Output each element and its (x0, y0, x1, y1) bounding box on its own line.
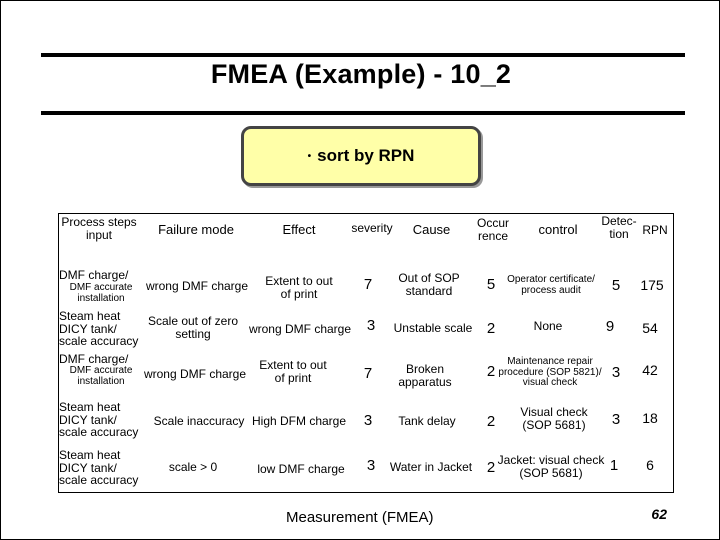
row1-cause: Out of SOP standard (398, 271, 460, 298)
title-underline (41, 111, 685, 115)
row1-process-main: DMF charge/ (59, 268, 129, 282)
row1-process-sub: DMF accurate installation (69, 282, 133, 304)
footer-caption: Measurement (FMEA) (286, 509, 434, 526)
row3-severity: 7 (363, 365, 373, 382)
row5-process: Steam heat DICY tank/ scale accuracy (59, 448, 139, 488)
row5-cause: Water in Jacket (389, 460, 473, 474)
row2-occurrence: 2 (486, 320, 496, 337)
header-occurrence: Occur rence (476, 216, 509, 243)
header-effect: Effect (282, 222, 316, 237)
header-failure-mode: Failure mode (158, 222, 234, 237)
row1-severity: 7 (363, 276, 373, 293)
row1-failure-mode: wrong DMF charge (145, 279, 249, 293)
top-rule (41, 53, 685, 57)
callout-text: sort by RPN (317, 146, 415, 165)
row4-occurrence: 2 (486, 413, 496, 430)
row3-process-main: DMF charge/ (59, 352, 129, 366)
row2-detection: 9 (605, 318, 615, 335)
row2-control: None (533, 319, 563, 333)
row2-effect: wrong DMF charge (248, 322, 352, 336)
callout-box (241, 126, 481, 186)
slide-title: FMEA (Example) - 10_2 (210, 59, 512, 89)
row5-failure-mode: scale > 0 (168, 460, 218, 474)
row4-detection: 3 (611, 411, 621, 428)
row5-control: Jacket: visual check (SOP 5681) (497, 453, 605, 480)
header-rpn: RPN (642, 223, 668, 237)
row1-effect: Extent to out of print (265, 274, 333, 301)
row2-rpn: 54 (642, 320, 658, 336)
row4-severity: 3 (363, 412, 373, 429)
row1-control: Operator certificate/ process audit (507, 274, 595, 296)
row5-detection: 1 (609, 457, 619, 474)
bullet-icon: • (307, 150, 312, 162)
row1-detection: 5 (611, 277, 621, 294)
row5-rpn: 6 (646, 457, 654, 473)
row4-failure-mode: Scale inaccuracy (153, 414, 245, 428)
row2-severity: 3 (366, 317, 376, 334)
row3-rpn: 42 (642, 362, 658, 378)
row1-occurrence: 5 (486, 276, 496, 293)
fmea-table (58, 213, 674, 493)
row4-process: Steam heat DICY tank/ scale accuracy (59, 400, 139, 440)
header-cause: Cause (412, 222, 451, 237)
page-number: 62 (651, 506, 667, 522)
header-severity: severity (351, 221, 393, 235)
row4-cause: Tank delay (398, 414, 456, 428)
row3-control: Maintenance repair procedure (SOP 5821)/ visual check (498, 356, 602, 388)
row2-process: Steam heat DICY tank/ scale accuracy (59, 309, 139, 349)
row2-cause: Unstable scale (393, 321, 473, 335)
row3-effect: Extent to out of print (259, 358, 327, 385)
row4-rpn: 18 (642, 410, 658, 426)
row4-effect: High DFM charge (251, 414, 347, 428)
row3-occurrence: 2 (486, 363, 496, 380)
row5-occurrence: 2 (486, 459, 496, 476)
row5-severity: 3 (366, 457, 376, 474)
row4-control: Visual check (SOP 5681) (520, 405, 588, 432)
row5-effect: low DMF charge (257, 462, 345, 476)
row3-detection: 3 (611, 364, 621, 381)
row1-rpn: 175 (640, 277, 664, 293)
row3-process-sub: DMF accurate installation (69, 365, 133, 387)
row3-failure-mode: wrong DMF charge (143, 367, 247, 381)
row2-failure-mode: Scale out of zero setting (147, 314, 239, 341)
header-control: control (538, 222, 578, 237)
row3-cause: Broken apparatus (398, 362, 452, 389)
header-detection: Detec- tion (601, 214, 637, 241)
header-process: Process steps input (61, 215, 137, 242)
